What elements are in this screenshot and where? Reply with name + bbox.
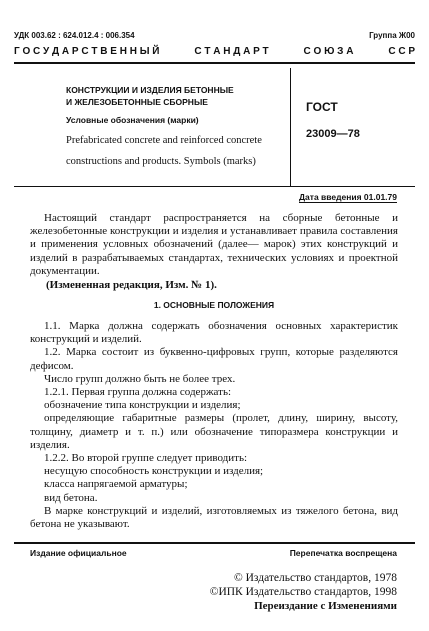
intro-date-text: Дата введения 01.01.79 <box>299 192 397 202</box>
body-paragraph: обозначение типа конструкции и изделия; <box>44 399 241 412</box>
section-title: 1. ОСНОВНЫЕ ПОЛОЖЕНИЯ <box>153 300 275 310</box>
header-meta <box>14 31 415 40</box>
footer-rule <box>14 542 415 544</box>
body-paragraph: 1.2. Марка состоит из буквенно-цифровых групп, которые разделяются дефисом. <box>30 346 398 372</box>
copyright-line-2: ©ИПК Издательство стандартов, 1998 <box>209 586 397 598</box>
body-paragraph: класса напрягаемой арматуры; <box>44 478 188 491</box>
gost-number: 23009—78 <box>306 128 360 140</box>
gov-word: С Т А Н Д А Р Т <box>194 45 269 57</box>
group-code: Группа Ж00 <box>369 31 415 40</box>
gost-designation <box>306 100 360 140</box>
body-paragraph: 1.2.2. Во второй группе следует приводить: <box>44 452 248 465</box>
gov-standard-heading <box>14 45 415 57</box>
title-ru-line-1: КОНСТРУКЦИИ И ИЗДЕЛИЯ БЕТОННЫЕ <box>66 85 234 95</box>
title-divider <box>290 68 291 186</box>
body-paragraph: определяющие габаритные размеры (пролет, длину, ширину, высоту, толщину, диаметр и т. п.) или обозначение типоразмера конструкции и изделия. <box>30 412 398 451</box>
copyright-block <box>210 571 397 613</box>
body-paragraph: несущую способность конструкции и изделия; <box>44 465 264 478</box>
gov-word: Г О С У Д А Р С Т В Е Н Н Ы Й <box>14 45 160 57</box>
gost-label: ГОСТ <box>306 100 338 114</box>
intro-paragraph: Настоящий стандарт распространяется на сборные бетонные и железобетонные конструкции и изделия и устанавливает правила составления и применения условных обозначений (далее— марок) этих конструкций и изделий в разрабатываемых стандартах, технических условиях и проектной документации. <box>30 212 398 277</box>
copyright-line-1: © Издательство стандартов, 1978 <box>233 572 397 584</box>
body-paragraph: В марке конструкций и изделий, изготовляемых из тяжелого бетона, вид бетона не указывают. <box>30 504 398 531</box>
reissue-line: Переиздание с Изменениями <box>254 600 397 612</box>
amendment-note: (Измененная редакция, Изм. № 1). <box>46 279 217 291</box>
body-paragraph: вид бетона. <box>44 491 98 504</box>
title-en-line-1: Prefabricated concrete and reinforced concrete <box>66 135 262 146</box>
title-en-line-2: constructions and products. Symbols (marks) <box>66 156 256 167</box>
reprint-prohibited-label: Перепечатка воспрещена <box>289 548 397 558</box>
body-paragraph: Число групп должно быть не более трех. <box>44 372 236 385</box>
header-rule <box>14 62 415 64</box>
amendment-note-block <box>46 279 386 292</box>
section-body <box>30 320 398 531</box>
gov-word: С С Р <box>388 45 415 57</box>
title-subtitle: Условные обозначения (марки) <box>66 115 199 125</box>
intro-paragraph-block <box>30 212 398 278</box>
body-paragraph: 1.1. Марка должна содержать обозначения основных характеристик конструкций и изделий. <box>30 320 398 346</box>
intro-date <box>299 192 397 203</box>
title-block <box>66 84 286 168</box>
body-paragraph: 1.2.1. Первая группа должна содержать: <box>44 386 232 399</box>
title-bottom-rule <box>14 186 415 187</box>
official-edition-label: Издание официальное <box>30 548 127 558</box>
udc-code: УДК 003.62 : 624.012.4 : 006.354 <box>14 31 135 40</box>
title-ru-line-2: И ЖЕЛЕЗОБЕТОННЫЕ СБОРНЫЕ <box>66 97 208 107</box>
gov-word: С О Ю З А <box>303 45 354 57</box>
